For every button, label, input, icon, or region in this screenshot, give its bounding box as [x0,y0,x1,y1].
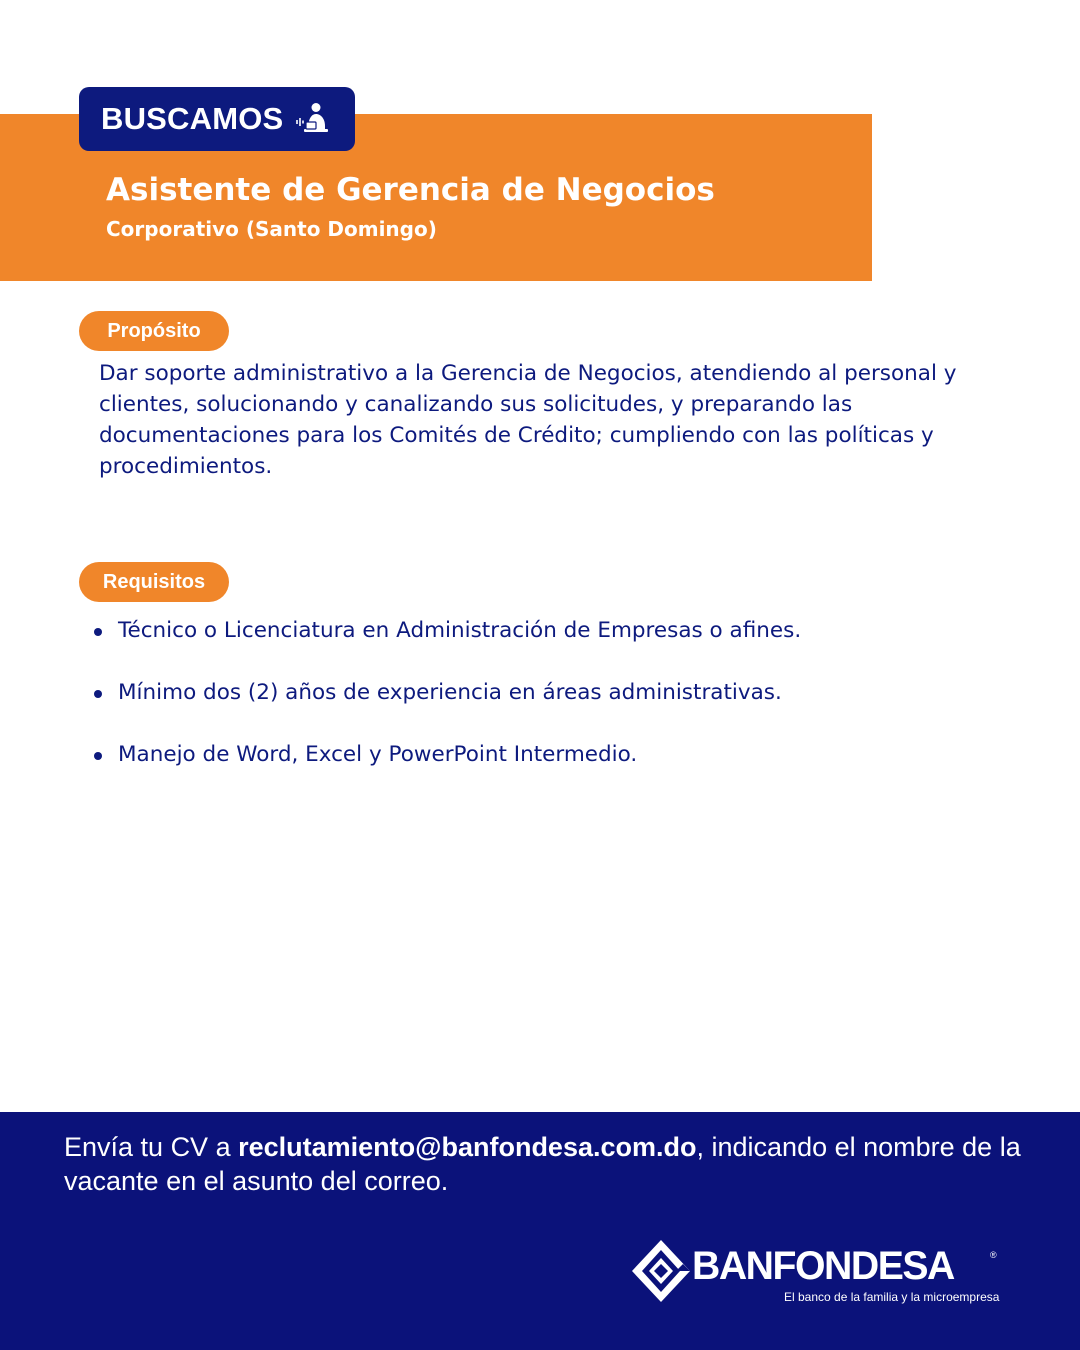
recruitment-email-link[interactable]: reclutamiento@banfondesa.com.do [238,1132,697,1162]
requirement-item [94,617,994,679]
registered-mark: ® [990,1250,997,1260]
brand-tagline: El banco de la familia y la microempresa [784,1290,1000,1304]
bullet-icon [94,628,102,636]
footer-instructions [64,1130,1024,1198]
buscamos-badge [79,87,355,151]
bullet-icon [94,690,102,698]
purpose-text: Dar soporte administrativo a la Gerencia de Negocios, atendiendo al personal y clientes, solucionando y canalizando sus solicitudes, y preparando las documentaciones para los Comités de Crédito; cumpliendo con las políticas y procedimientos. [99,361,957,479]
purpose-label: Propósito [79,311,229,351]
requirements-list [94,617,994,803]
requirement-item [94,679,994,741]
banfondesa-logo [630,1238,1010,1308]
diamond-arrow-logo-icon [630,1238,692,1304]
job-title: Asistente de Gerencia de Negocios [106,172,715,208]
buscamos-label: BUSCAMOS [101,101,284,136]
requirement-text: Técnico o Licenciatura en Administración de Empresas o afines. [118,618,802,643]
requirements-label: Requisitos [79,562,229,602]
requirement-text: Manejo de Word, Excel y PowerPoint Intermedio. [118,742,638,767]
requirement-item [94,741,994,803]
footer-text-before: Envía tu CV a [64,1132,239,1162]
footer-text-after: , indicando el nombre de la vacante en el asunto del correo. [64,1132,1021,1196]
requirement-text: Mínimo dos (2) años de experiencia en áreas administrativas. [118,680,782,705]
bullet-icon [94,752,102,760]
person-at-desk-icon [295,101,331,137]
brand-name: BANFONDESA [692,1244,954,1288]
job-location: Corporativo (Santo Domingo) [106,217,437,241]
